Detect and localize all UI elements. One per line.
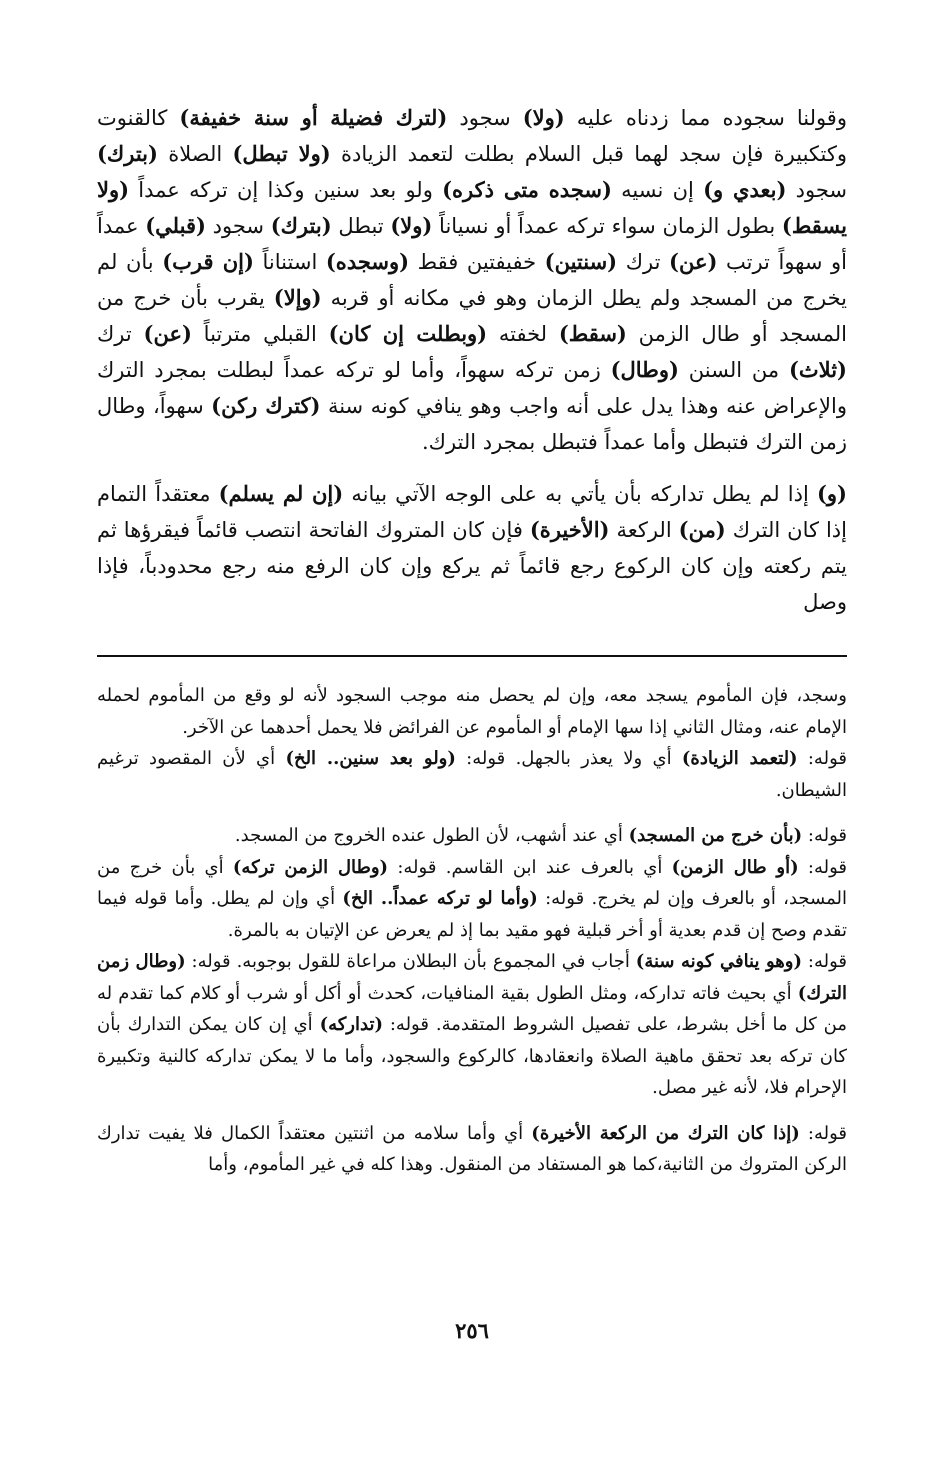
note-2 [97, 743, 847, 806]
text-run: ترك [97, 322, 144, 346]
bold-term: (إن لم يسلم) [218, 481, 344, 506]
note-4 [97, 852, 847, 947]
text-run: أي وإن لم يطل. وأما قوله فيما تقدم وصح إن قدم بعدية أو أخر قبلية فهو مقيد بما إذ لم يعرض عن الإتيان به بالمرة. [97, 888, 847, 941]
main-text [97, 100, 847, 620]
bold-term: (تداركه) [319, 1014, 383, 1035]
note-1 [97, 680, 847, 743]
text-run: أي بحيث فاته تداركه، ومثل الطول بقية المنافيات، كحدث أو أكل أو شرب أو كلام كما تقدم له من كل ما أخل بشرط، على تفصيل الشروط المتقدمة. قوله: [97, 982, 847, 1035]
bold-term: (وأما لو تركه عمداً.. الخ) [342, 888, 538, 909]
bold-term: (قبلي) [145, 213, 206, 238]
text-run: قوله: [801, 951, 848, 972]
bold-term: (وإلا) [273, 285, 322, 310]
text-run: أي إن كان يمكن التدارك بأن كان تركه بعد تحقق ماهية الصلاة وانعقادها، كالركوع والسجود، وأما ما لا يمكن تداركه كالنية وتكبيرة الإحرام فلا، لأنه غير مصل. [97, 1014, 847, 1098]
text-run: يقرب بأن خرج من المسجد أو طال الزمن [97, 286, 847, 346]
bold-term: (ولا يسقط) [97, 177, 847, 238]
bold-term: (بترك) [97, 141, 158, 166]
bold-term: (لتعمد الزيادة) [681, 748, 798, 769]
text-run: خفيفتين فقط [409, 250, 545, 274]
text-run: أي لأن المقصود ترغيم الشيطان. [97, 748, 847, 801]
bold-term: (ولا تبطل) [232, 141, 331, 166]
bold-term: (سقط) [558, 321, 627, 346]
text-run: وقولنا سجوده مما زدناه عليه [564, 106, 847, 130]
text-run: أي بأن خرج من المسجد، أو بالعرف وإن لم يخرج. قوله: [97, 856, 847, 909]
bold-term: (أو طال الزمن) [671, 856, 799, 878]
text-run: قوله: [799, 1122, 847, 1144]
bold-term: (وسجده) [325, 249, 410, 274]
bold-term: (الأخيرة) [529, 517, 610, 542]
text-run: أجاب في المجموع بأن البطلان مراعاة للقول بوجوبه. قوله: [185, 951, 636, 972]
note-6 [97, 1118, 847, 1181]
bold-term: (و) [816, 481, 847, 506]
bold-term: (وطال الزمن تركه) [232, 856, 389, 878]
text-run: إن نسيه [611, 178, 704, 202]
note-5 [97, 946, 847, 1104]
text-run: ولو بعد سنين وكذا إن تركه عمداً [129, 178, 443, 202]
text-run: القبلي مترتباً [191, 322, 329, 346]
text-run: بطول الزمان سواء تركه عمداً أو نسياناً [432, 214, 782, 238]
text-run: سجود [447, 106, 523, 130]
text-run: أي عند أشهب، لأن الطول عنده الخروج من المسجد. [234, 825, 629, 846]
footnote-separator [97, 655, 847, 657]
bold-term: (وهو ينافي كونه سنة) [635, 951, 802, 972]
text-run: سهواً، وطال زمن الترك فتبطل وأما عمداً فتبطل بمجرد الترك. [97, 394, 847, 454]
bold-term: (بعدي و) [703, 177, 787, 202]
commentary-notes [97, 680, 847, 1181]
main-paragraph-2 [97, 476, 847, 620]
text-run: كالقنوت وكتكبيرة فإن سجد لهما قبل السلام بطلت لتعمد الزيادة [97, 106, 848, 166]
bold-term: (وطال زمن الترك) [97, 951, 847, 1004]
text-run: سجود [786, 178, 847, 202]
text-run: بأن لم يخرج من المسجد ولم يطل الزمان وهو في مكانه أو قربه [97, 250, 847, 310]
text-run: معتقداً التمام إذا كان الترك [97, 482, 847, 542]
text-run: قوله: [802, 825, 847, 846]
text-run: إذا لم يطل تداركه بأن يأتي به على الوجه الآتي بيانه [343, 482, 817, 506]
bold-term: (بترك) [270, 213, 332, 238]
bold-term: (بأن خرج من المسجد) [628, 825, 803, 846]
text-run: الركعة [609, 518, 679, 542]
bold-term: (عن) [669, 249, 718, 274]
text-run: زمن تركه سهواً، وأما لو تركه عمداً لبطلت بمجرد الترك والإعراض عنه وهذا يدل على أنه واجب وهو ينافي كونه سنة [97, 358, 847, 418]
text-run: أي بالعرف عند ابن القاسم. قوله: [388, 856, 672, 878]
text-run: الصلاة [157, 142, 233, 166]
bold-term: (سنتين) [544, 249, 618, 274]
bold-term: (كترك ركن) [211, 393, 321, 418]
text-run: سجود [205, 214, 271, 238]
bold-term: (وطال) [610, 357, 679, 382]
bold-term: (وبطلت إن كان) [328, 321, 488, 346]
bold-term: (سجده متى ذكره) [442, 177, 612, 202]
bold-term: (عن) [143, 321, 192, 346]
page-number: ٢٥٦ [455, 1318, 489, 1343]
text-run: قوله: [798, 856, 847, 878]
bold-term: (إن قرب) [162, 249, 254, 274]
text-run: فإن كان المتروك الفاتحة انتصب قائماً فيقرؤها ثم يتم ركعته وإن كان الركوع رجع قائماً ثم يركع وإن كان الرفع منه رجع محدودباً، فإذا وصل [97, 518, 847, 614]
text-run: أي ولا يعذر بالجهل. قوله: [455, 748, 682, 769]
text-run: قوله: [797, 748, 847, 769]
bold-term: (لترك فضيلة أو سنة خفيفة) [179, 105, 448, 130]
bold-term: (ولو بعد سنين.. الخ) [285, 748, 456, 769]
page [97, 100, 847, 1440]
text-run: لخفته [487, 322, 559, 346]
bold-term: (ولا) [390, 213, 433, 238]
text-run: عمداً أو سهواً ترتب [97, 214, 847, 274]
text-run: استناناً [253, 250, 326, 274]
text-run: ترك [617, 250, 670, 274]
bold-term: (إذا كان الترك من الركعة الأخيرة) [531, 1122, 800, 1144]
main-paragraph-1 [97, 100, 847, 460]
bold-term: (ثلاث) [788, 357, 847, 382]
text-run: من السنن [678, 358, 789, 382]
bold-term: (ولا) [522, 105, 565, 130]
bold-term: (من) [678, 517, 726, 542]
text-run: أي وأما سلامه من اثنتين معتقداً الكمال فلا يفيت تدارك الركن المتروك من الثانية،كما هو المستفاد من المنقول. وهذا كله في غير المأموم، وأما [97, 1122, 847, 1175]
note-3 [97, 820, 847, 852]
text-run: وسجد، فإن المأموم يسجد معه، وإن لم يحصل منه موجب السجود لأنه لو وقع من المأموم لحمله الإمام عنه، ومثال الثاني إذا سها الإمام أو المأموم عن الفرائض فلا يحمل أحدهما عن الآخر. [97, 685, 847, 738]
text-run: تبطل [331, 214, 391, 238]
